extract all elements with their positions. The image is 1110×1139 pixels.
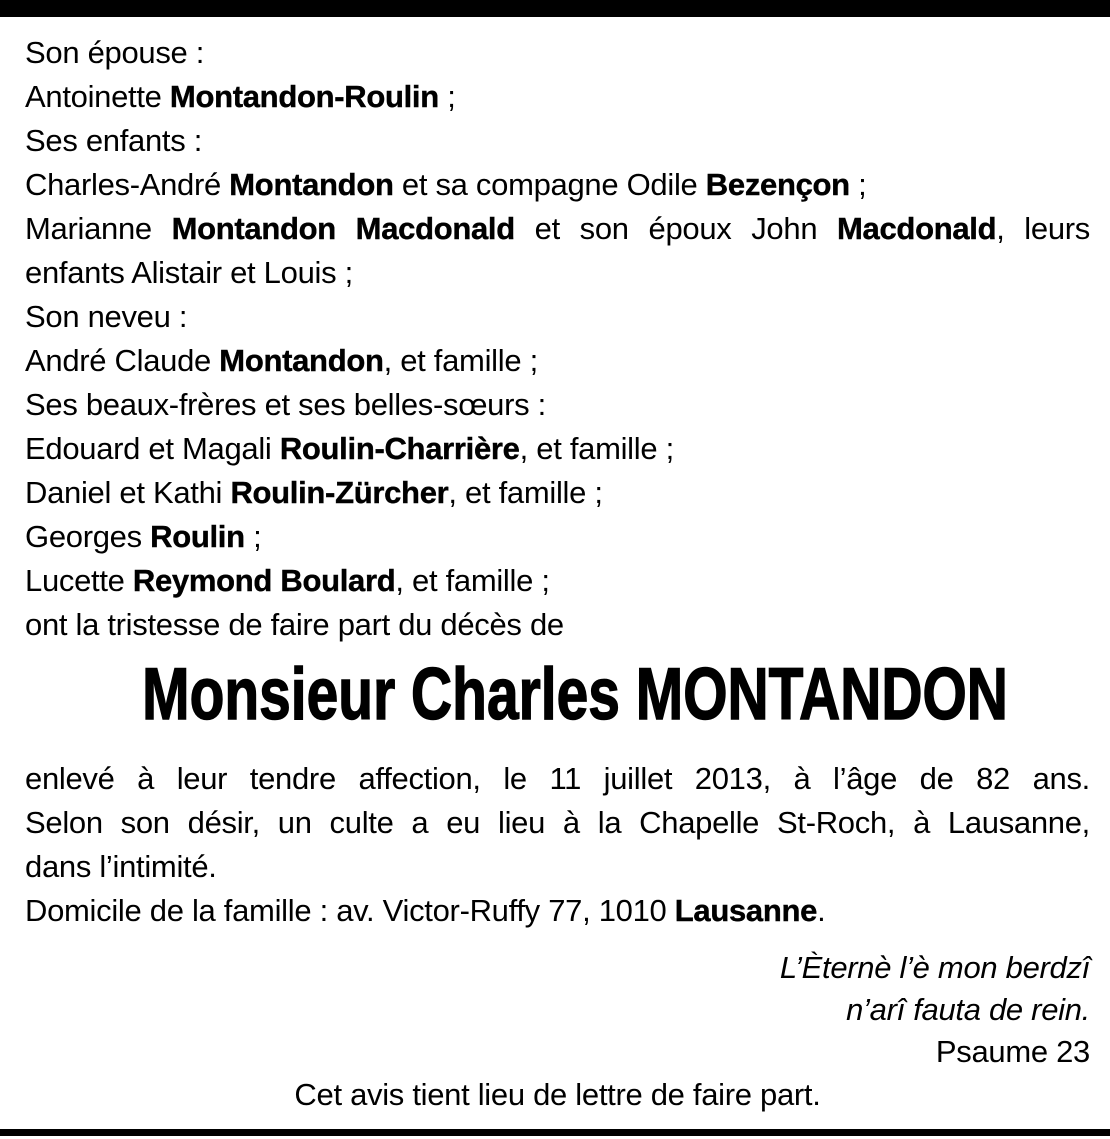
notice-line (25, 845, 1090, 889)
text-segment: ont la tristesse de faire part du décès de (25, 607, 564, 642)
notice-line (25, 603, 1090, 647)
family-name: Montandon (219, 343, 384, 378)
text-segment: André Claude (25, 343, 220, 378)
text-segment: dans l’intimité. (25, 849, 217, 884)
family-name: Montandon Macdonald (171, 211, 515, 246)
family-name: Lausanne (674, 893, 818, 928)
quote-line-1: L’Èternè l’è mon berdzî (779, 950, 1090, 985)
notice-line (25, 207, 1090, 251)
text-segment: Ses beaux-frères et ses belles-sœurs : (25, 387, 546, 422)
text-segment: , et famille ; (395, 563, 550, 598)
text-segment: . (817, 893, 826, 928)
text-segment: Marianne (25, 211, 172, 246)
text-segment: enfants Alistair et Louis ; (25, 255, 353, 290)
text-segment: Son neveu : (25, 299, 188, 334)
family-name: Roulin-Zürcher (230, 475, 449, 510)
text-segment: ; (244, 519, 262, 554)
text-segment: Antoinette (25, 79, 170, 114)
text-segment: Lucette (25, 563, 133, 598)
bottom-rule (0, 1129, 1110, 1136)
notice-line (25, 251, 1090, 295)
family-name: Bezençon (705, 167, 850, 202)
text-segment: Edouard et Magali (25, 431, 280, 466)
quote-attribution: Psaume 23 (935, 1034, 1090, 1069)
notice-line (25, 295, 1090, 339)
notice-line (25, 515, 1090, 559)
text-segment: , et famille ; (448, 475, 603, 510)
notice-line (25, 339, 1090, 383)
text-segment: Georges (25, 519, 151, 554)
family-name: Montandon-Roulin (169, 79, 439, 114)
quote-line-2: n’arî fauta de rein. (846, 992, 1090, 1027)
notice-line (25, 889, 1090, 933)
notice-line (25, 383, 1090, 427)
notice-line (25, 75, 1090, 119)
scripture-quote (25, 947, 1090, 1073)
text-segment: et son époux John (514, 211, 838, 246)
notice-line (25, 801, 1090, 845)
text-segment: et sa compagne Odile (393, 167, 706, 202)
family-name: Roulin (150, 519, 245, 554)
obituary-notice (0, 17, 1110, 1117)
notice-line (25, 471, 1090, 515)
notice-line (25, 119, 1090, 163)
closing-line: Cet avis tient lieu de lettre de faire part. (294, 1077, 821, 1112)
text-segment: , leurs (996, 211, 1091, 246)
notice-line (25, 31, 1090, 75)
family-name: Reymond Boulard (132, 563, 396, 598)
text-segment: Daniel et Kathi (25, 475, 231, 510)
notice-line (25, 163, 1090, 207)
text-segment: enlevé à leur tendre affection, le 11 juillet 2013, à l’âge de 82 ans. (25, 761, 1090, 796)
family-name: Roulin-Charrière (279, 431, 520, 466)
family-name: Montandon (229, 167, 394, 202)
family-list (25, 31, 1090, 647)
text-segment: Domicile de la famille : av. Victor-Ruffy 77, 1010 (25, 893, 675, 928)
family-name: Macdonald (837, 211, 997, 246)
text-segment: ; (438, 79, 456, 114)
text-segment: Son épouse : (25, 35, 205, 70)
notice-line (25, 427, 1090, 471)
text-segment: , et famille ; (519, 431, 674, 466)
announcement (25, 757, 1090, 933)
top-rule (0, 0, 1110, 17)
notice-line (25, 757, 1090, 801)
deceased-name: Monsieur Charles MONTANDON (142, 654, 1008, 735)
notice-line (25, 559, 1090, 603)
text-segment: Ses enfants : (25, 123, 203, 158)
text-segment: Charles-André (25, 167, 230, 202)
text-segment: , et famille ; (383, 343, 538, 378)
text-segment: Selon son désir, un culte a eu lieu à la Chapelle St-Roch, à Lausanne, (25, 805, 1090, 840)
text-segment: ; (849, 167, 867, 202)
